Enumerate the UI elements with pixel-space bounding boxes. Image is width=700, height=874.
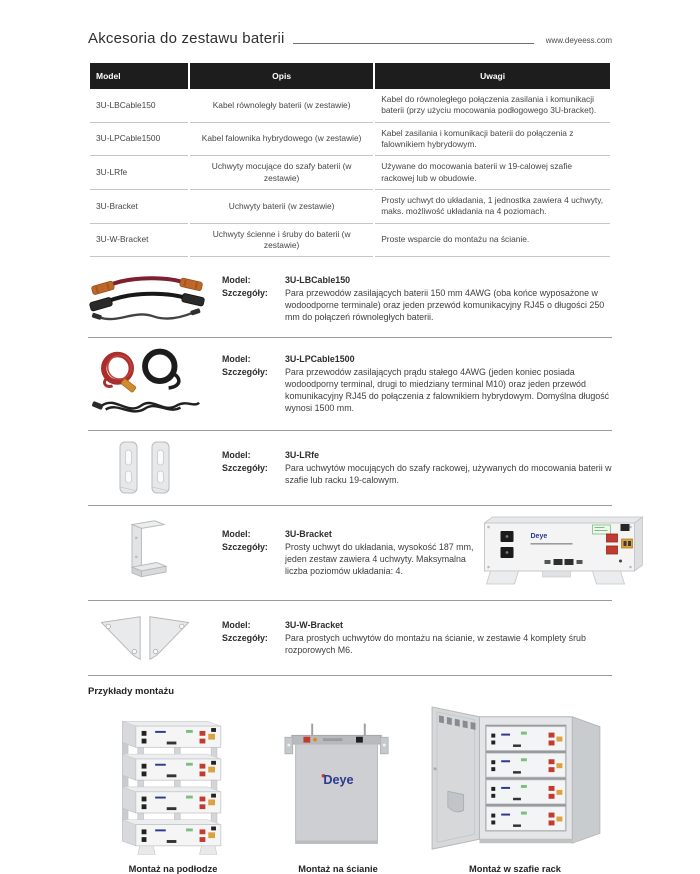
details-label: Szczegóły: [222, 367, 268, 378]
photo-rack-brackets [88, 438, 222, 498]
section-bracket [88, 506, 612, 601]
details-text: Para przewodów zasilających baterii 150 mm 4AWG (oba końce wyposażone w wodoodporne terminale) oraz jeden przewód komunikacyjny RJ45 o długości 250 mm do połączeń równoległych baterii. [285, 288, 605, 322]
lrfe-brackets-image [88, 438, 203, 498]
model-value: 3U-LBCable150 [285, 275, 351, 286]
table-row [90, 156, 610, 190]
wall-unit-image [282, 709, 394, 859]
column-header-model: Model [90, 63, 188, 89]
examples-captions [88, 859, 612, 874]
cell-opis: Kabel falownika hybrydowego (w zestawie) [190, 123, 373, 157]
section-lbcable150 [88, 261, 612, 338]
details-text: Prosty uchwyt do układania, wysokość 187 mm, jeden zestaw zawiera 4 uchwyty. Maksymalna liczba poziomów układania: 4. [285, 542, 474, 576]
cell-uwagi: Prosty uchwyt do układania, 1 jednostka zawiera 4 uchwyty, maks. możliwość układania na 4 poziomach. [375, 190, 610, 224]
cell-uwagi: Kabel do równoległego połączenia zasilania i komunikacji baterii (przy użyciu mocowania podłogowego 3U-bracket). [375, 89, 610, 123]
bracket-image [88, 517, 193, 589]
cell-opis: Uchwyty mocujące do szafy baterii (w zestawie) [190, 156, 373, 190]
details-text: Para uchwytów mocujących do szafy rackowej, używanych do mocowania baterii w szafie lub racku 19-calowym. [285, 463, 612, 485]
model-value: 3U-LPCable1500 [285, 354, 355, 365]
caption-wall-mount: Montaż na ścianie [298, 864, 378, 874]
model-label: Model: [222, 354, 251, 365]
cell-model: 3U-LPCable1500 [90, 123, 188, 157]
w-bracket-image [88, 608, 203, 668]
details-text: Para prostych uchwytów do montażu na ścianie, w zestawie 4 komplety śrub rozporowych M6. [285, 633, 586, 655]
page-title: Akcesoria do zestawu baterii [88, 30, 285, 47]
spec-table [88, 63, 612, 257]
section-lrfe [88, 431, 612, 506]
photo-rack-cabinet [418, 703, 612, 859]
section-lpcable1500 [88, 338, 612, 431]
photo-inverter-cables [88, 345, 222, 423]
model-value: 3U-Bracket [285, 529, 332, 540]
cables-150-image [88, 268, 208, 330]
caption-rack-mount: Montaż w szafie rack [469, 864, 561, 874]
section-text [222, 447, 612, 490]
rack-cabinet-image [422, 703, 608, 859]
floor-stack-image [103, 711, 243, 859]
examples-images [88, 703, 612, 859]
details-label: Szczegóły: [222, 542, 268, 553]
brand-logo-text: Deye [323, 773, 354, 788]
cell-opis: Uchwyty baterii (w zestawie) [190, 190, 373, 224]
model-label: Model: [222, 620, 251, 631]
cables-1500-image [88, 345, 206, 423]
table-row [90, 123, 610, 157]
cell-model: 3U-Bracket [90, 190, 188, 224]
model-label: Model: [222, 275, 251, 286]
column-header-opis: Opis [190, 63, 373, 89]
details-label: Szczegóły: [222, 288, 268, 299]
photo-wall-mount-unit [258, 703, 418, 859]
battery-module-image [474, 513, 650, 593]
section-text [222, 526, 474, 580]
cell-model: 3U-W-Bracket [90, 224, 188, 258]
cell-opis: Kabel równoległy baterii (w zestawie) [190, 89, 373, 123]
section-text [222, 351, 612, 417]
cell-model: 3U-LBCable150 [90, 89, 188, 123]
website-url: www.deyeess.com [545, 36, 612, 45]
cell-model: 3U-LRfe [90, 156, 188, 190]
cell-uwagi: Proste wsparcie do montażu na ścianie. [375, 224, 610, 258]
section-text [222, 617, 612, 660]
model-label: Model: [222, 529, 251, 540]
details-label: Szczegóły: [222, 463, 268, 474]
cell-uwagi: Używane do mocowania baterii w 19-calowej szafie rackowej lub w obudowie. [375, 156, 610, 190]
details-label: Szczegóły: [222, 633, 268, 644]
title-underline [293, 43, 534, 44]
column-header-uwagi: Uwagi [375, 63, 610, 89]
table-row [90, 190, 610, 224]
photo-stacking-bracket [88, 517, 222, 589]
model-value: 3U-W-Bracket [285, 620, 344, 631]
model-label: Model: [222, 450, 251, 461]
model-value: 3U-LRfe [285, 450, 320, 461]
caption-floor-mount: Montaż na podłodze [128, 864, 218, 874]
cell-uwagi: Kabel zasilania i komunikacji baterii do połączenia z falownikiem hybrydowym. [375, 123, 610, 157]
photo-battery-module [474, 513, 650, 593]
details-text: Para przewodów zasilających prądu stałego 4AWG (jeden koniec posiada wodoodporny terminal, drugi to miedziany terminal M10) oraz jeden przewód komunikacyjny RJ45 do połączenia z falownikiem hybrydowym. Domyślna długość wynosi 1500 mm. [285, 367, 610, 413]
page-header [88, 30, 612, 47]
table-header-row [90, 63, 610, 89]
photo-floor-mount-stack [88, 703, 258, 859]
photo-parallel-cables [88, 268, 222, 330]
section-w-bracket [88, 601, 612, 676]
brand-logo-text: Deye [530, 533, 548, 541]
cell-opis: Uchwyty ścienne i śruby do baterii (w zestawie) [190, 224, 373, 258]
table-row [90, 89, 610, 123]
table-row [90, 224, 610, 258]
section-text [222, 272, 612, 326]
examples-heading: Przykłady montażu [88, 686, 175, 698]
photo-wall-brackets [88, 608, 222, 668]
